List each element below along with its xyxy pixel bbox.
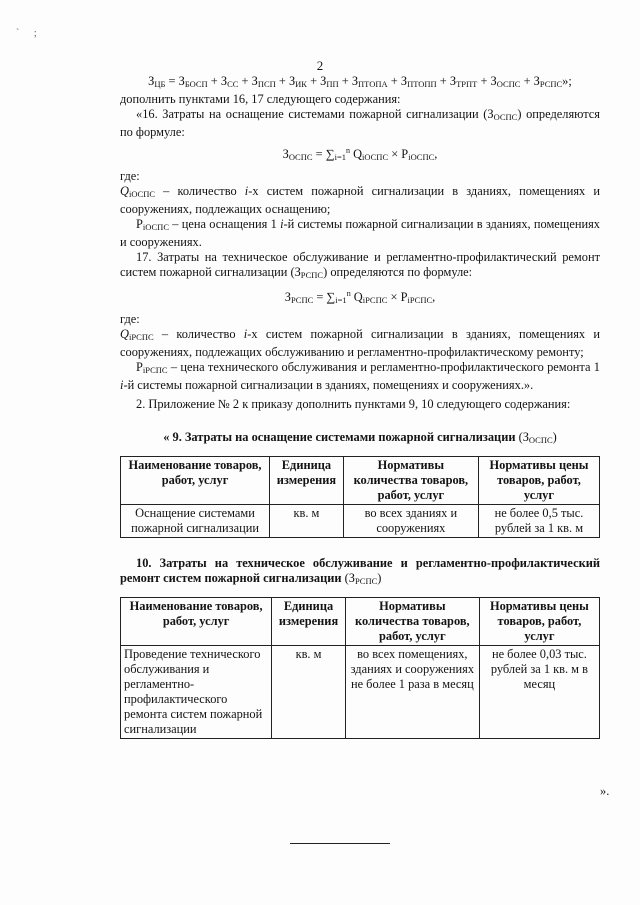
item-16-text: «16. Затраты на оснащение системами пожарной сигнализации $(З_{ОСПС})$ определяются по формуле: [120,107,600,139]
header-name: Наименование товаров, работ, услуг [121,598,272,646]
header-quantity-norm: Нормативы количества товаров, работ, услуг [345,598,479,646]
footer-divider [290,843,390,844]
cost-formula-line: $З_{ЦБ} = З_{БОСП} + З_{СС} + З_{ПСП} + З_{ИК} + З_{ПП} + З_{ПТОПА} + З_{ПТОПП} + З_{ТРПТ} + З_{ОСПС} + З_{РСПС}$»; [148,74,572,89]
cell-unit: кв. м [272,646,346,739]
item-16-where: где: [120,169,140,184]
page-number: 2 [316,58,324,73]
table-10-wrap [120,597,600,739]
item-17-p-definition: $P_{iРСПС}$ – цена технического обслуживания и регламентно-профилактического ремонта 1 i-й системы пожарной сигнализации в зданиях, помещениях и сооружениях.». [120,360,600,393]
header-name: Наименование товаров, работ, услуг [121,457,270,505]
appendix-text: 2. Приложение № 2 к приказу дополнить пунктами 9, 10 следующего содержания: [136,397,571,412]
scan-marks: ` ; [16,28,43,39]
cell-unit: кв. м [270,505,344,538]
heading-9: « 9. Затраты на оснащение системами пожарной сигнализации $(З_{ОСПС})$ [163,430,557,446]
cell-quantity-norm: во всех зданиях и сооружениях [343,505,478,538]
closing-quote: ». [600,784,610,798]
table-9 [120,456,600,538]
header-quantity-norm: Нормативы количества товаров, работ, услуг [343,457,478,505]
intro-text: дополнить пунктами 16, 17 следующего содержания: [120,92,401,106]
table-header-row [121,598,600,646]
cell-price-norm: не более 0,03 тыс. рублей за 1 кв. м в месяц [479,646,599,739]
cell-name: Проведение технического обслуживания и регламентно-профилактического ремонта систем пожарной сигнализации [121,646,272,739]
header-unit: Единица измерения [272,598,346,646]
item-16-formula: $З_{ОСПС} = \sum_{i=1}^n$ $Q_{iОСПС} \times P_{iОСПС}$, [282,146,438,163]
item-17-where: где: [120,312,140,327]
table-row [121,646,600,739]
header-price-norm: Нормативы цены товаров, работ, услуг [478,457,599,505]
cell-quantity-norm: во всех помещениях, зданиях и сооружениях не более 1 раза в месяц [345,646,479,739]
table-header-row [121,457,600,505]
item-16-q-definition: $Q_{iОСПС}$ – количество i-х систем пожарной сигнализации в зданиях, помещениях и сооружениях, подлежащих оснащению; [120,184,601,217]
table-row [121,505,600,538]
cell-name: Оснащение системами пожарной сигнализации [121,505,270,538]
item-16-p-definition: $P_{iОСПС}$ – цена оснащения 1 i-й системы пожарной сигнализации в зданиях, помещениях и сооружениях. [120,217,600,250]
item-17-q-definition: $Q_{iРСПС}$ – количество i-х систем пожарной сигнализации в зданиях, помещениях и сооружениях, подлежащих обслуживанию и регламентно-профилактическому ремонту; [120,327,600,360]
header-unit: Единица измерения [270,457,344,505]
item-17-text: 17. Затраты на техническое обслуживание и регламентно-профилактический ремонт систем пожарной сигнализации $(З_{РСПС})$ определяются по формуле: [120,250,600,281]
cell-price-norm: не более 0,5 тыс. рублей за 1 кв. м [478,505,599,538]
heading-10: 10. Затраты на техническое обслуживание и регламентно-профилактический ремонт систем пожарной сигнализации $(З_{РСПС})$ [120,556,600,587]
table-10 [120,597,600,739]
item-17-formula: $З_{РСПС} = \sum_{i=1}^n$ $Q_{iРСПС} \times P_{iРСПС}$, [284,289,436,306]
document-body [120,74,600,739]
header-price-norm: Нормативы цены товаров, работ, услуг [479,598,599,646]
